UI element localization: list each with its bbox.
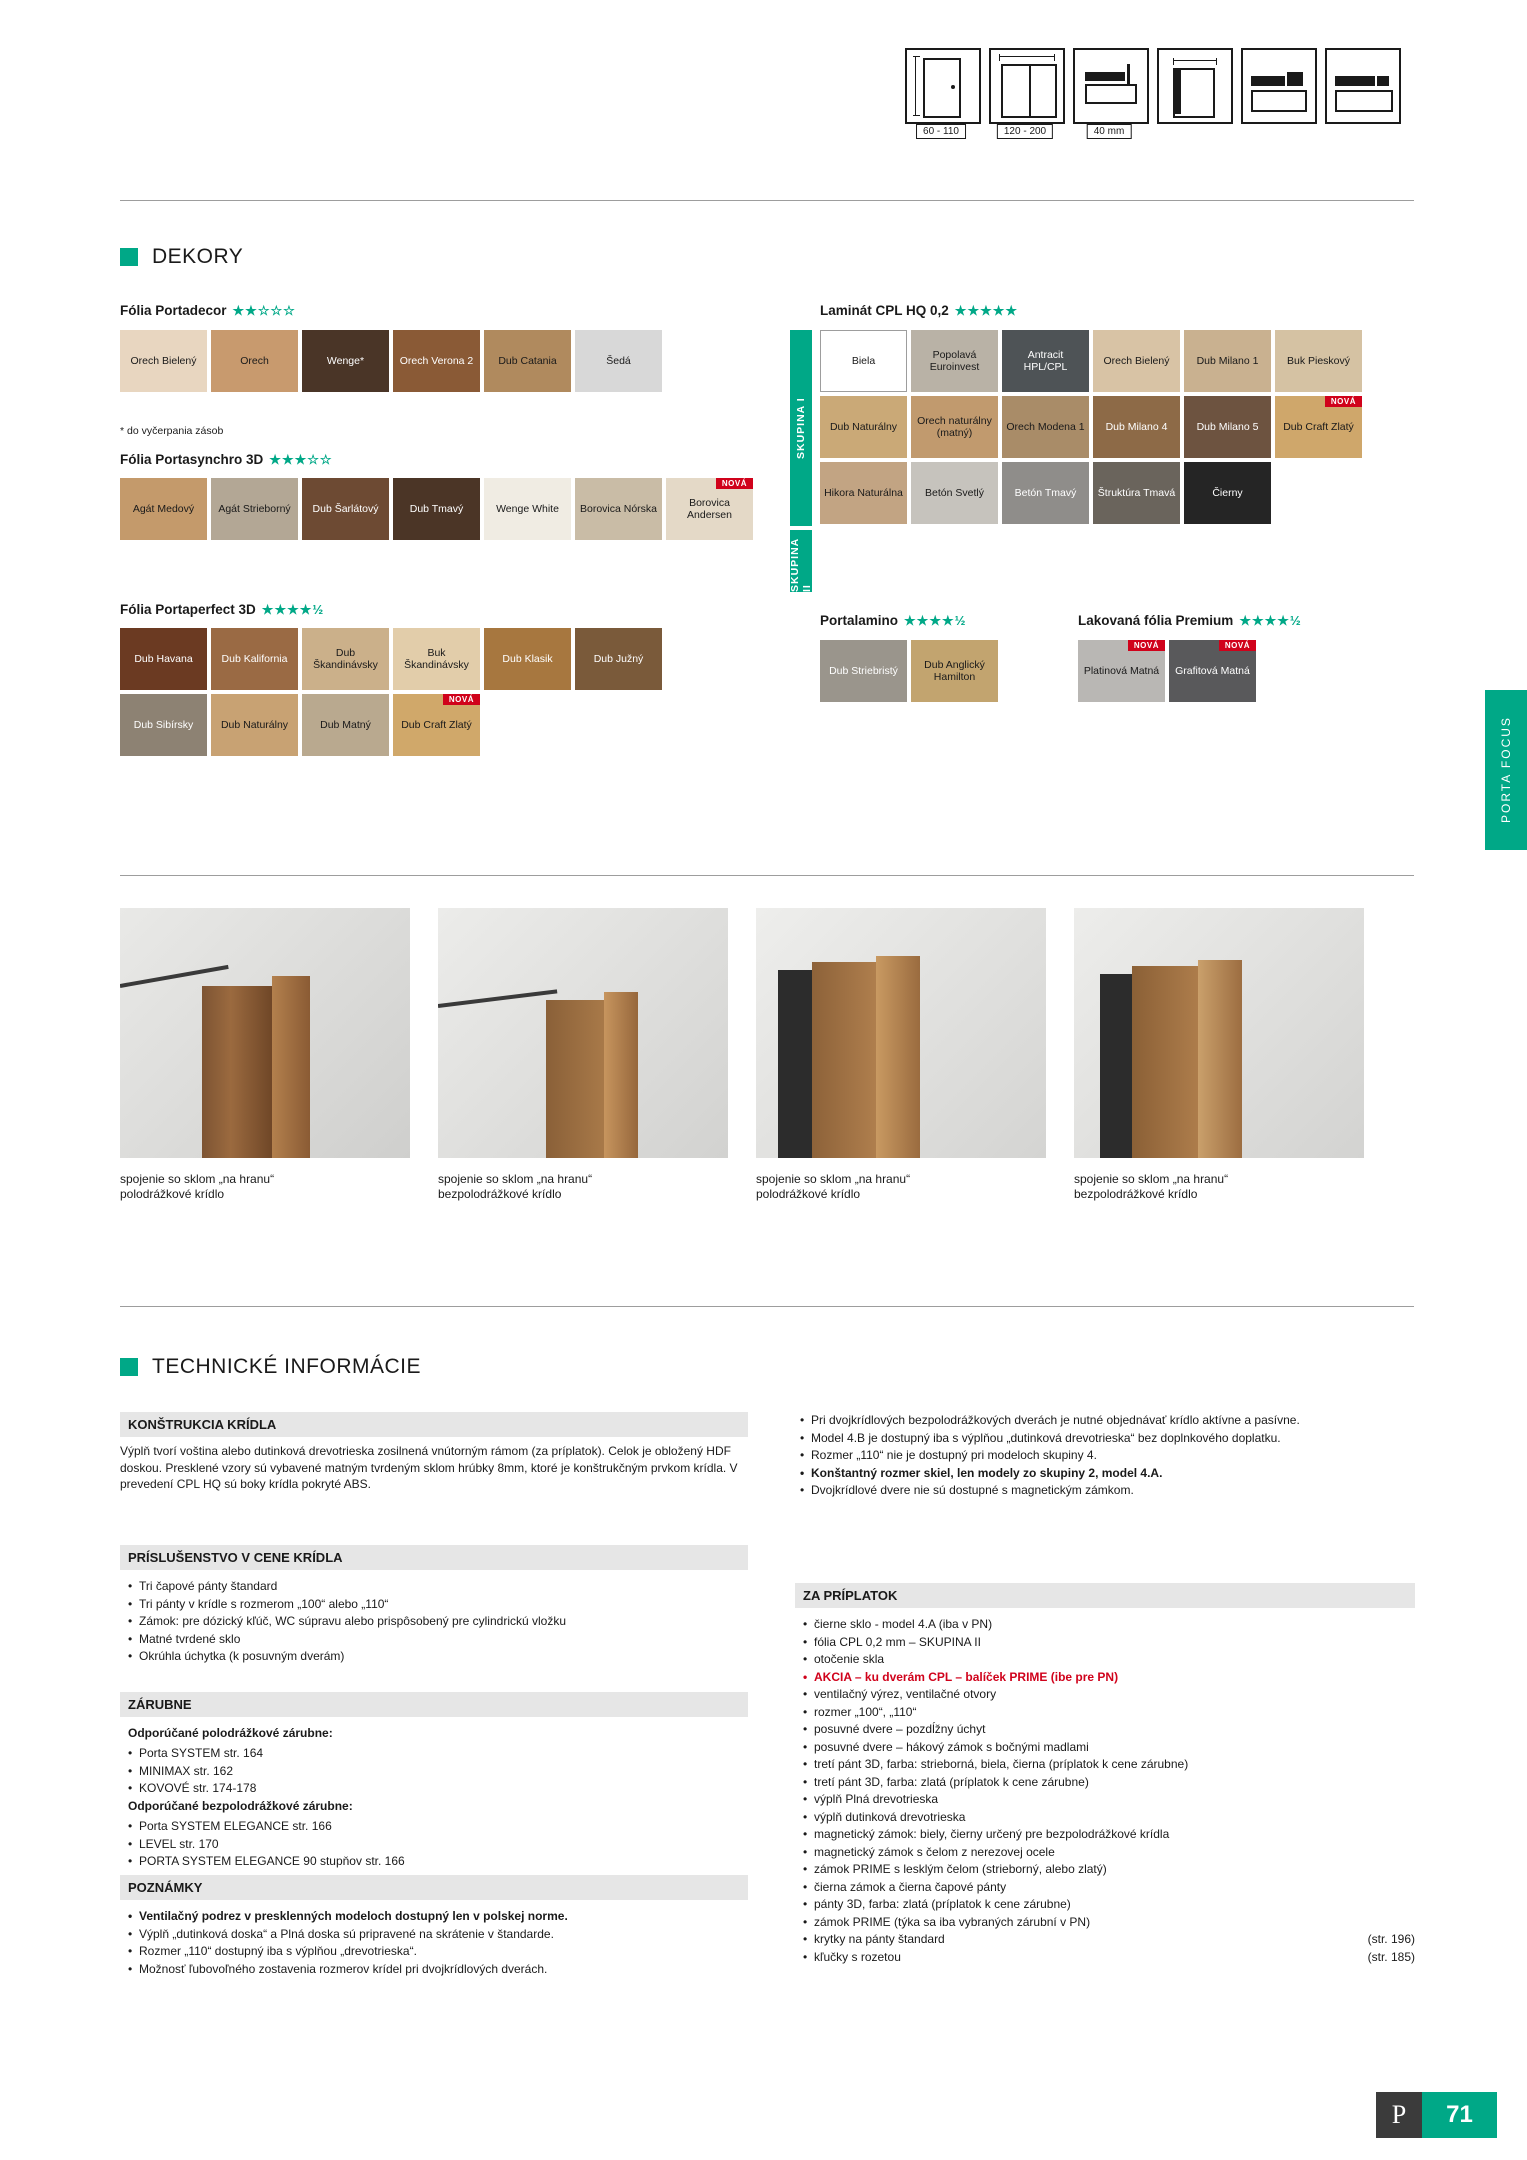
list-item: • KOVOVÉ str. 174-178 (128, 1780, 748, 1797)
swatch[interactable]: Agát Strieborný (211, 478, 298, 540)
swatch-row-portadecor (120, 330, 662, 392)
list-item: • Ventilačný podrez v presklenných modeloch dostupný len v polskej norme. (128, 1908, 748, 1925)
swatch[interactable]: Dub Južný (575, 628, 662, 690)
section-heading-technicke (120, 1355, 421, 1379)
swatch[interactable]: Orech (211, 330, 298, 392)
swatch[interactable]: Dub Tmavý (393, 478, 480, 540)
list-item: • Okrúhla úchytka (k posuvným dverám) (128, 1648, 748, 1665)
list-item: • tretí pánt 3D, farba: zlatá (príplatok k cene zárubne) (803, 1774, 1415, 1791)
note-portadecor: * do vyčerpania zásob (120, 425, 224, 437)
door-height-icon (905, 48, 981, 124)
pictogram-rebate-section (1241, 48, 1313, 148)
square-bullet-icon (120, 1358, 138, 1376)
list-item: • Možnosť ľubovoľného zostavenia rozmerov krídel pri dvojkrídlových dverách. (128, 1961, 748, 1978)
list-item: • Porta SYSTEM ELEGANCE str. 166 (128, 1818, 748, 1835)
list-item: • krytky na pánty štandard (str. 196) (803, 1931, 1415, 1948)
tech-text-konstrukcia: Výplň tvorí voština alebo dutinková drevotrieska zosilnená vnútorným rámom (za príplatok). Celok je obložený HDF doskou. Presklené vzory sú vybavené matným tvrdeným sklom hrúbky 8mm, ktoré je konštrukčným prvkom krídla. V prevedení CPL HQ sú boky krídla pokryté ABS. (120, 1444, 738, 1491)
swatch[interactable]: NOVÁ Platinová Matná (1078, 640, 1165, 702)
swatch[interactable]: Orech Verona 2 (393, 330, 480, 392)
swatch[interactable]: Wenge* (302, 330, 389, 392)
side-tab-porta-focus[interactable]: PORTA FOCUS (1485, 690, 1527, 850)
list-item: • fólia CPL 0,2 mm – SKUPINA II (803, 1634, 1415, 1651)
swatch[interactable]: Agát Medový (120, 478, 207, 540)
swatch[interactable]: Dub Šarlátový (302, 478, 389, 540)
swatch[interactable]: Dub Kalifornia (211, 628, 298, 690)
swatch[interactable]: Dub Havana (120, 628, 207, 690)
swatch[interactable]: Štruktúra Tmavá (1093, 462, 1180, 524)
brand-logo: P (1376, 2092, 1422, 2138)
list-item: • otočenie skla (803, 1651, 1415, 1668)
badge-new: NOVÁ (443, 694, 480, 705)
swatch-row-laminat-2 (820, 396, 1362, 458)
list-item: • čierna zámok a čierna čapové pánty (803, 1879, 1415, 1896)
divider-mid (120, 875, 1414, 876)
swatch[interactable]: Orech naturálny (matný) (911, 396, 998, 458)
list-item: • výplň Plná drevotrieska (803, 1791, 1415, 1808)
list-item: • výplň dutinková drevotrieska (803, 1809, 1415, 1826)
list-item: • PORTA SYSTEM ELEGANCE 90 stupňov str. 166 (128, 1853, 748, 1870)
list-item: • zámok PRIME s lesklým čelom (strieborný, alebo zlatý) (803, 1861, 1415, 1878)
tech-list-zarubne-2 (128, 1818, 748, 1871)
section-title-technicke: TECHNICKÉ INFORMÁCIE (152, 1355, 422, 1378)
swatch[interactable]: Dub Catania (484, 330, 571, 392)
swatch[interactable]: Šedá (575, 330, 662, 392)
swatch[interactable]: Dub Milano 4 (1093, 396, 1180, 458)
group-title-portasynchro: Fólia Portasynchro 3D ★★★☆☆ (120, 452, 333, 467)
swatch-row-laminat-1 (820, 330, 1362, 392)
swatch-row-portalamino (820, 640, 998, 702)
photo-edge-joint-4 (1074, 908, 1364, 1158)
tech-list-right-notes (800, 1412, 1410, 1500)
list-item: • Model 4.B je dostupný iba s výplňou „dutinková drevotrieska“ bez doplnkového doplatku. (800, 1430, 1410, 1447)
group-title-portalamino: Portalamino ★★★★½ (820, 613, 967, 628)
swatch[interactable]: NOVÁ Borovica Andersen (666, 478, 753, 540)
list-item: • pánty 3D, farba: zlatá (príplatok k cene zárubne) (803, 1896, 1415, 1913)
door-thickness-caption: 40 mm (1087, 124, 1132, 139)
swatch[interactable]: Dub Milano 1 (1184, 330, 1271, 392)
tech-head-zarubne: ZÁRUBNE (120, 1692, 748, 1717)
swatch[interactable]: Betón Tmavý (1002, 462, 1089, 524)
swatch[interactable]: Dub Sibírsky (120, 694, 207, 756)
tech-head-priplatok: ZA PRÍPLATOK (795, 1583, 1415, 1608)
door-width-icon (989, 48, 1065, 124)
list-item: • Tri čapové pánty štandard (128, 1578, 748, 1595)
tech-list-poznamky (128, 1908, 748, 1978)
group-label-skupina-1: SKUPINA I (790, 330, 812, 526)
list-item: • Porta SYSTEM str. 164 (128, 1745, 748, 1762)
swatch[interactable]: Dub Naturálny (211, 694, 298, 756)
pictogram-door-thickness (1073, 48, 1145, 148)
rating-stars: ★★★★½ (904, 613, 967, 628)
photo-caption-3: spojenie so sklom „na hranu“ polodrážkové krídlo (756, 1172, 911, 1201)
swatch[interactable]: Dub Matný (302, 694, 389, 756)
list-item: • magnetický zámok s čelom z nerezovej ocele (803, 1844, 1415, 1861)
page-ref: (str. 185) (1367, 1949, 1415, 1964)
list-item: • ventilačný výrez, ventilačné otvory (803, 1686, 1415, 1703)
tech-list-prislusenstvo (128, 1578, 748, 1666)
group-title-premium: Lakovaná fólia Premium ★★★★½ (1078, 613, 1302, 628)
swatch[interactable]: Orech Bielený (1093, 330, 1180, 392)
rating-stars: ★★★☆☆ (269, 452, 333, 467)
swatch[interactable]: Dub Klasik (484, 628, 571, 690)
door-thickness-icon (1073, 48, 1149, 124)
photo-edge-joint-1 (120, 908, 410, 1158)
tech-sub-zarubne-1: Odporúčané polodrážkové zárubne: (128, 1726, 333, 1740)
swatch[interactable]: Orech Modena 1 (1002, 396, 1089, 458)
list-item: • posuvné dvere – hákový zámok s bočnými madlami (803, 1739, 1415, 1756)
swatch[interactable]: Čierny (1184, 462, 1271, 524)
photo-edge-joint-2 (438, 908, 728, 1158)
list-item-akcia: • AKCIA – ku dverám CPL – balíček PRIME (ibe pre PN) (803, 1669, 1415, 1686)
list-item: • magnetický zámok: biely, čierny určený pre bezpolodrážkové krídla (803, 1826, 1415, 1843)
swatch[interactable]: Orech Bielený (120, 330, 207, 392)
swatch-row-portasynchro (120, 478, 753, 540)
tech-head-poznamky: POZNÁMKY (120, 1875, 748, 1900)
badge-new: NOVÁ (1128, 640, 1165, 651)
pictogram-row (905, 48, 1397, 148)
swatch-row-portaperfect-1 (120, 628, 662, 690)
swatch[interactable]: Buk Škandinávsky (393, 628, 480, 690)
swatch[interactable]: Antracit HPL/CPL (1002, 330, 1089, 392)
group-title-laminat: Laminát CPL HQ 0,2 ★★★★★ (820, 303, 1019, 318)
swatch[interactable]: Biela (820, 330, 907, 392)
pictogram-door-leaf (1157, 48, 1229, 148)
swatch[interactable]: Dub Anglický Hamilton (911, 640, 998, 702)
square-bullet-icon (120, 248, 138, 266)
badge-new: NOVÁ (716, 478, 753, 489)
list-item: • Rozmer „110“ nie je dostupný pri modeloch skupiny 4. (800, 1447, 1410, 1464)
swatch[interactable]: Dub Škandinávsky (302, 628, 389, 690)
rating-stars: ★★★★½ (261, 602, 325, 617)
swatch-row-portaperfect-2 (120, 694, 480, 756)
list-item: • čierne sklo - model 4.A (iba v PN) (803, 1616, 1415, 1633)
tech-head-konstrukcia: KONŠTRUKCIA KRÍDLA (120, 1412, 748, 1437)
divider-top (120, 200, 1414, 201)
tech-sub-zarubne-2: Odporúčané bezpolodrážkové zárubne: (128, 1799, 353, 1813)
badge-new: NOVÁ (1219, 640, 1256, 651)
pictogram-door-width (989, 48, 1061, 148)
list-item: • zámok PRIME (týka sa iba vybraných zárubní v PN) (803, 1914, 1415, 1931)
rating-stars: ★★☆☆☆ (232, 303, 296, 318)
list-item: • Dvojkrídlové dvere nie sú dostupné s magnetickým zámkom. (800, 1482, 1410, 1499)
photo-caption-1: spojenie so sklom „na hranu“ polodrážkové krídlo (120, 1172, 275, 1201)
swatch[interactable]: NOVÁ Dub Craft Zlatý (1275, 396, 1362, 458)
swatch[interactable]: Dub Milano 5 (1184, 396, 1271, 458)
list-item: • LEVEL str. 170 (128, 1836, 748, 1853)
pictogram-door-height (905, 48, 977, 148)
swatch[interactable]: Borovica Nórska (575, 478, 662, 540)
list-item: • Zámok: pre dózický kľúč, WC súpravu alebo prispôsobený pre cylindrickú vložku (128, 1613, 748, 1630)
list-item: • Výplň „dutinková doska“ a Plná doska sú pripravené na skrátenie v štandarde. (128, 1926, 748, 1943)
section-heading-dekory (120, 245, 243, 269)
group-title-portadecor: Fólia Portadecor ★★☆☆☆ (120, 303, 296, 318)
list-item: • posuvné dvere – pozdĺžny úchyt (803, 1721, 1415, 1738)
tech-head-prislusenstvo: PRÍSLUŠENSTVO V CENE KRÍDLA (120, 1545, 748, 1570)
list-item: • Konštantný rozmer skiel, len modely zo skupiny 2, model 4.A. (800, 1465, 1410, 1482)
list-item: • Matné tvrdené sklo (128, 1631, 748, 1648)
divider-tech (120, 1306, 1414, 1307)
list-item: • Rozmer „110“ dostupný iba s výplňou „drevotrieska“. (128, 1943, 748, 1960)
list-item: • MINIMAX str. 162 (128, 1763, 748, 1780)
list-item: • tretí pánt 3D, farba: strieborná, biela, čierna (príplatok k cene zárubne) (803, 1756, 1415, 1773)
swatch[interactable]: Wenge White (484, 478, 571, 540)
list-item: • kľučky s rozetou (str. 185) (803, 1949, 1415, 1966)
page-ref: (str. 196) (1367, 1932, 1415, 1946)
list-item: • Pri dvojkrídlových bezpolodrážkových dverách je nutné objednávať krídlo aktívne a pasívne. (800, 1412, 1410, 1429)
door-width-caption: 120 - 200 (997, 124, 1053, 139)
swatch[interactable]: Dub Striebristý (820, 640, 907, 702)
badge-new: NOVÁ (1325, 396, 1362, 407)
photo-caption-4: spojenie so sklom „na hranu“ bezpolodrážkové krídlo (1074, 1172, 1229, 1201)
swatch[interactable]: Popolavá Euroinvest (911, 330, 998, 392)
flush-section-icon (1325, 48, 1401, 124)
photo-caption-2: spojenie so sklom „na hranu“ bezpolodrážkové krídlo (438, 1172, 593, 1201)
list-item: • rozmer „100“, „110“ (803, 1704, 1415, 1721)
swatch[interactable]: NOVÁ Dub Craft Zlatý (393, 694, 480, 756)
door-leaf-icon (1157, 48, 1233, 124)
photo-edge-joint-3 (756, 908, 1046, 1158)
tech-list-zarubne-1 (128, 1745, 748, 1798)
group-label-skupina-2: SKUPINA II (790, 530, 812, 592)
door-height-caption: 60 - 110 (916, 124, 966, 139)
rating-stars: ★★★★½ (1239, 613, 1302, 628)
pictogram-flush-section (1325, 48, 1397, 148)
swatch[interactable]: NOVÁ Grafitová Matná (1169, 640, 1256, 702)
rebate-section-icon (1241, 48, 1317, 124)
list-item: • Tri pánty v krídle s rozmerom „100“ alebo „110“ (128, 1596, 748, 1613)
page-number: 71 (1422, 2092, 1497, 2138)
swatch[interactable]: Betón Svetlý (911, 462, 998, 524)
swatch[interactable]: Buk Pieskový (1275, 330, 1362, 392)
tech-list-priplatok (803, 1616, 1415, 1966)
group-title-portaperfect: Fólia Portaperfect 3D ★★★★½ (120, 602, 325, 617)
rating-stars: ★★★★★ (954, 303, 1019, 318)
swatch[interactable]: Hikora Naturálna (820, 462, 907, 524)
swatch[interactable]: Dub Naturálny (820, 396, 907, 458)
section-title-dekory: DEKORY (152, 245, 244, 268)
swatch-row-laminat-3 (820, 462, 1271, 524)
swatch-row-premium (1078, 640, 1256, 702)
